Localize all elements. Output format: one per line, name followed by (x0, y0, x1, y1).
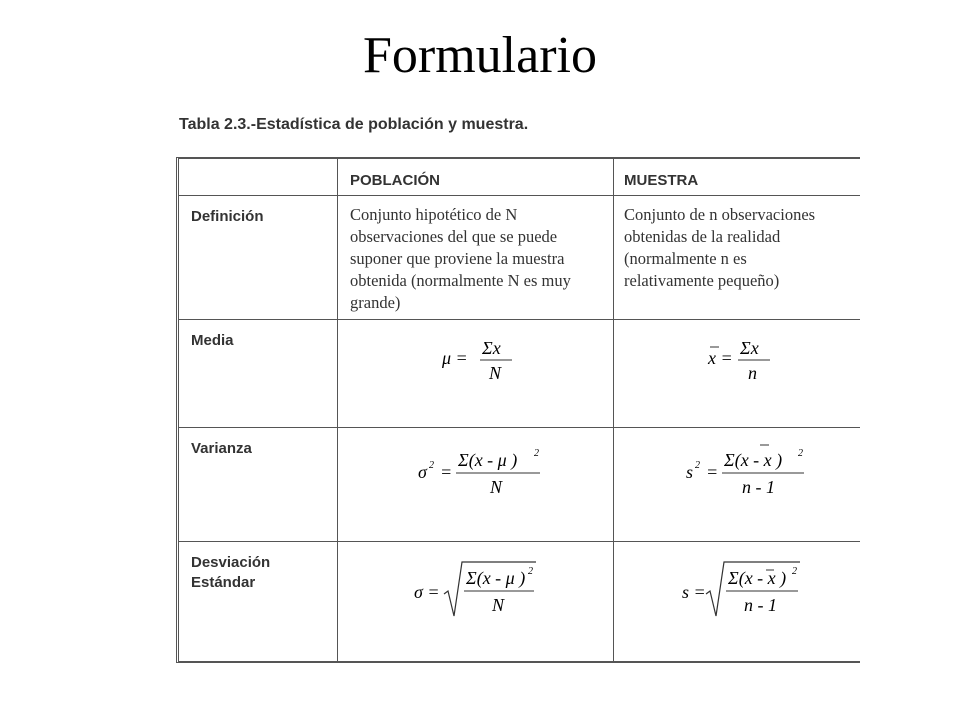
formula-numerator: Σx (740, 338, 759, 358)
formula-varianza-poblacion (416, 446, 546, 498)
formula-superscript: 2 (528, 566, 533, 577)
formula-media-poblacion (440, 334, 520, 384)
page-title: Formulario (363, 27, 597, 84)
formula-equals: = (440, 462, 453, 482)
formula-denominator: n (748, 363, 757, 383)
header-muestra: MUESTRA (624, 172, 699, 189)
text-line: obtenidas de la realidad (624, 227, 781, 246)
formula-numerator: Σ(x - μ ) (458, 450, 518, 470)
formula-lhs: μ = (442, 348, 468, 368)
text-line: suponer que proviene la muestra (350, 249, 565, 268)
formula-lhs: x = (708, 348, 733, 368)
text-line: relativamente pequeño) (624, 271, 780, 290)
formula-lhs: s (686, 462, 694, 482)
header-poblacion: POBLACIÓN (350, 172, 440, 189)
row-label-desviacion (191, 553, 270, 593)
formula-varianza-muestra (684, 440, 814, 498)
formula-superscript: 2 (798, 448, 803, 459)
row-label-varianza: Varianza (191, 440, 252, 457)
text-line: grande) (350, 293, 401, 312)
text-line: observaciones del que se puede (350, 227, 558, 246)
formula-superscript: 2 (792, 566, 797, 577)
formula-media-muestra (702, 334, 782, 384)
text-line: Desviación (191, 554, 271, 571)
formula-denominator: N (492, 595, 505, 615)
row-label-definicion: Definición (191, 208, 264, 225)
formula-denominator: N (489, 363, 502, 383)
formula-denominator: n - 1 (742, 477, 775, 497)
row-divider (179, 195, 860, 196)
formula-numerator: Σx (482, 338, 501, 358)
row-label-media: Media (191, 332, 234, 349)
text-line: (normalmente n es (624, 249, 747, 268)
formula-equals: = (706, 462, 719, 482)
formula-superscript: 2 (695, 460, 700, 471)
formula-denominator: n - 1 (744, 595, 777, 615)
formula-lhs: s = (682, 582, 706, 602)
definicion-poblacion-text (350, 204, 612, 314)
text-line: obtenida (normalmente N es muy (350, 271, 571, 290)
text-line: Conjunto hipotético de N (350, 205, 518, 224)
formula-desviacion-muestra (680, 558, 810, 622)
row-divider (179, 319, 860, 320)
row-divider (179, 541, 860, 542)
formula-numerator: Σ(x - μ ) (466, 568, 526, 588)
formula-numerator: Σ(x - x ) (728, 568, 787, 588)
column-divider (337, 159, 338, 661)
row-divider (179, 427, 860, 428)
definicion-muestra-text (624, 204, 864, 292)
table-caption: Tabla 2.3.-Estadística de población y muestra. (179, 116, 529, 133)
column-divider (613, 159, 614, 661)
formula-desviacion-poblacion (412, 558, 542, 622)
formula-denominator: N (490, 477, 503, 497)
formula-lhs: σ = (414, 582, 440, 602)
formula-lhs: σ (418, 462, 427, 482)
formula-superscript: 2 (534, 448, 539, 459)
formula-numerator: Σ(x - x ) (724, 450, 783, 470)
text-line: Conjunto de n observaciones (624, 205, 816, 224)
text-line: Estándar (191, 574, 256, 591)
formula-superscript: 2 (429, 460, 434, 471)
